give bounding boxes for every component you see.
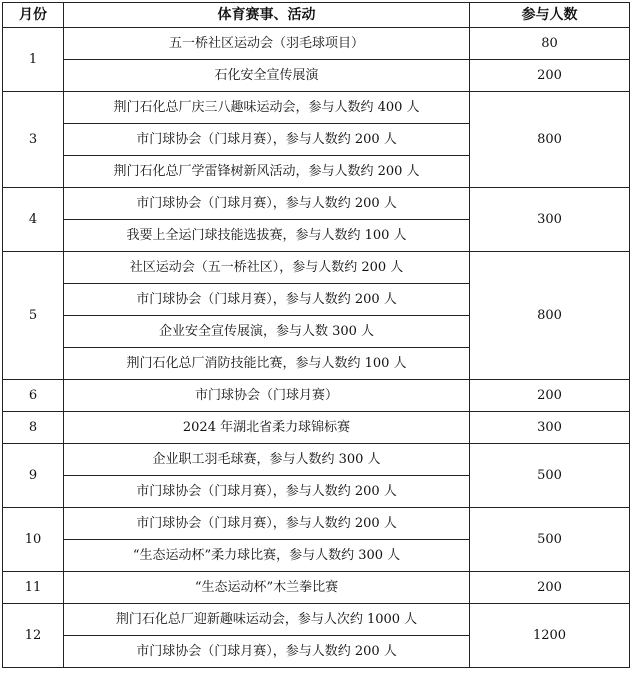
table-row	[3, 444, 630, 476]
table-row	[3, 188, 630, 220]
table-row	[3, 380, 630, 412]
event-cell: “生态运动杯”柔力球比赛，参与人数约 300 人	[64, 540, 470, 572]
month-cell: 4	[3, 188, 64, 252]
count-cell: 500	[470, 508, 630, 572]
month-cell: 8	[3, 412, 64, 444]
event-cell: 五一桥社区运动会（羽毛球项目）	[64, 28, 470, 60]
month-cell: 1	[3, 28, 64, 92]
event-cell: 石化安全宣传展演	[64, 60, 470, 92]
month-cell: 12	[3, 604, 64, 668]
event-cell: 市门球协会（门球月赛），参与人数约 200 人	[64, 508, 470, 540]
event-cell: 2024 年湖北省柔力球锦标赛	[64, 412, 470, 444]
month-cell: 3	[3, 92, 64, 188]
count-cell: 200	[470, 60, 630, 92]
activity-table	[2, 2, 630, 668]
month-cell: 5	[3, 252, 64, 380]
event-cell: 市门球协会（门球月赛），参与人数约 200 人	[64, 124, 470, 156]
event-cell: 企业安全宣传展演，参与人数 300 人	[64, 316, 470, 348]
event-cell: “生态运动杯”木兰拳比赛	[64, 572, 470, 604]
table-row	[3, 60, 630, 92]
event-cell: 荆门石化总厂学雷锋树新风活动，参与人数约 200 人	[64, 156, 470, 188]
event-cell: 社区运动会（五一桥社区），参与人数约 200 人	[64, 252, 470, 284]
event-cell: 荆门石化总厂迎新趣味运动会，参与人次约 1000 人	[64, 604, 470, 636]
month-cell: 6	[3, 380, 64, 412]
event-cell: 荆门石化总厂庆三八趣味运动会，参与人数约 400 人	[64, 92, 470, 124]
month-cell: 10	[3, 508, 64, 572]
month-cell: 11	[3, 572, 64, 604]
table-row	[3, 604, 630, 636]
month-cell: 9	[3, 444, 64, 508]
count-cell: 800	[470, 92, 630, 188]
header-month: 月份	[3, 3, 64, 28]
event-cell: 荆门石化总厂消防技能比赛，参与人数约 100 人	[64, 348, 470, 380]
header-count: 参与人数	[470, 3, 630, 28]
event-cell: 市门球协会（门球月赛），参与人数约 200 人	[64, 476, 470, 508]
header-event: 体育赛事、活动	[64, 3, 470, 28]
table-row	[3, 28, 630, 60]
table-row	[3, 252, 630, 284]
count-cell: 500	[470, 444, 630, 508]
table-row	[3, 572, 630, 604]
count-cell: 200	[470, 572, 630, 604]
count-cell: 200	[470, 380, 630, 412]
table-row	[3, 92, 630, 124]
event-cell: 市门球协会（门球月赛），参与人数约 200 人	[64, 636, 470, 668]
event-cell: 市门球协会（门球月赛），参与人数约 200 人	[64, 188, 470, 220]
count-cell: 300	[470, 412, 630, 444]
table-row	[3, 508, 630, 540]
count-cell: 300	[470, 188, 630, 252]
event-cell: 市门球协会（门球月赛）	[64, 380, 470, 412]
table-row	[3, 412, 630, 444]
event-cell: 我要上全运门球技能选拔赛，参与人数约 100 人	[64, 220, 470, 252]
header-row	[3, 3, 630, 28]
event-cell: 市门球协会（门球月赛），参与人数约 200 人	[64, 284, 470, 316]
count-cell: 1200	[470, 604, 630, 668]
count-cell: 800	[470, 252, 630, 380]
count-cell: 80	[470, 28, 630, 60]
event-cell: 企业职工羽毛球赛，参与人数约 300 人	[64, 444, 470, 476]
